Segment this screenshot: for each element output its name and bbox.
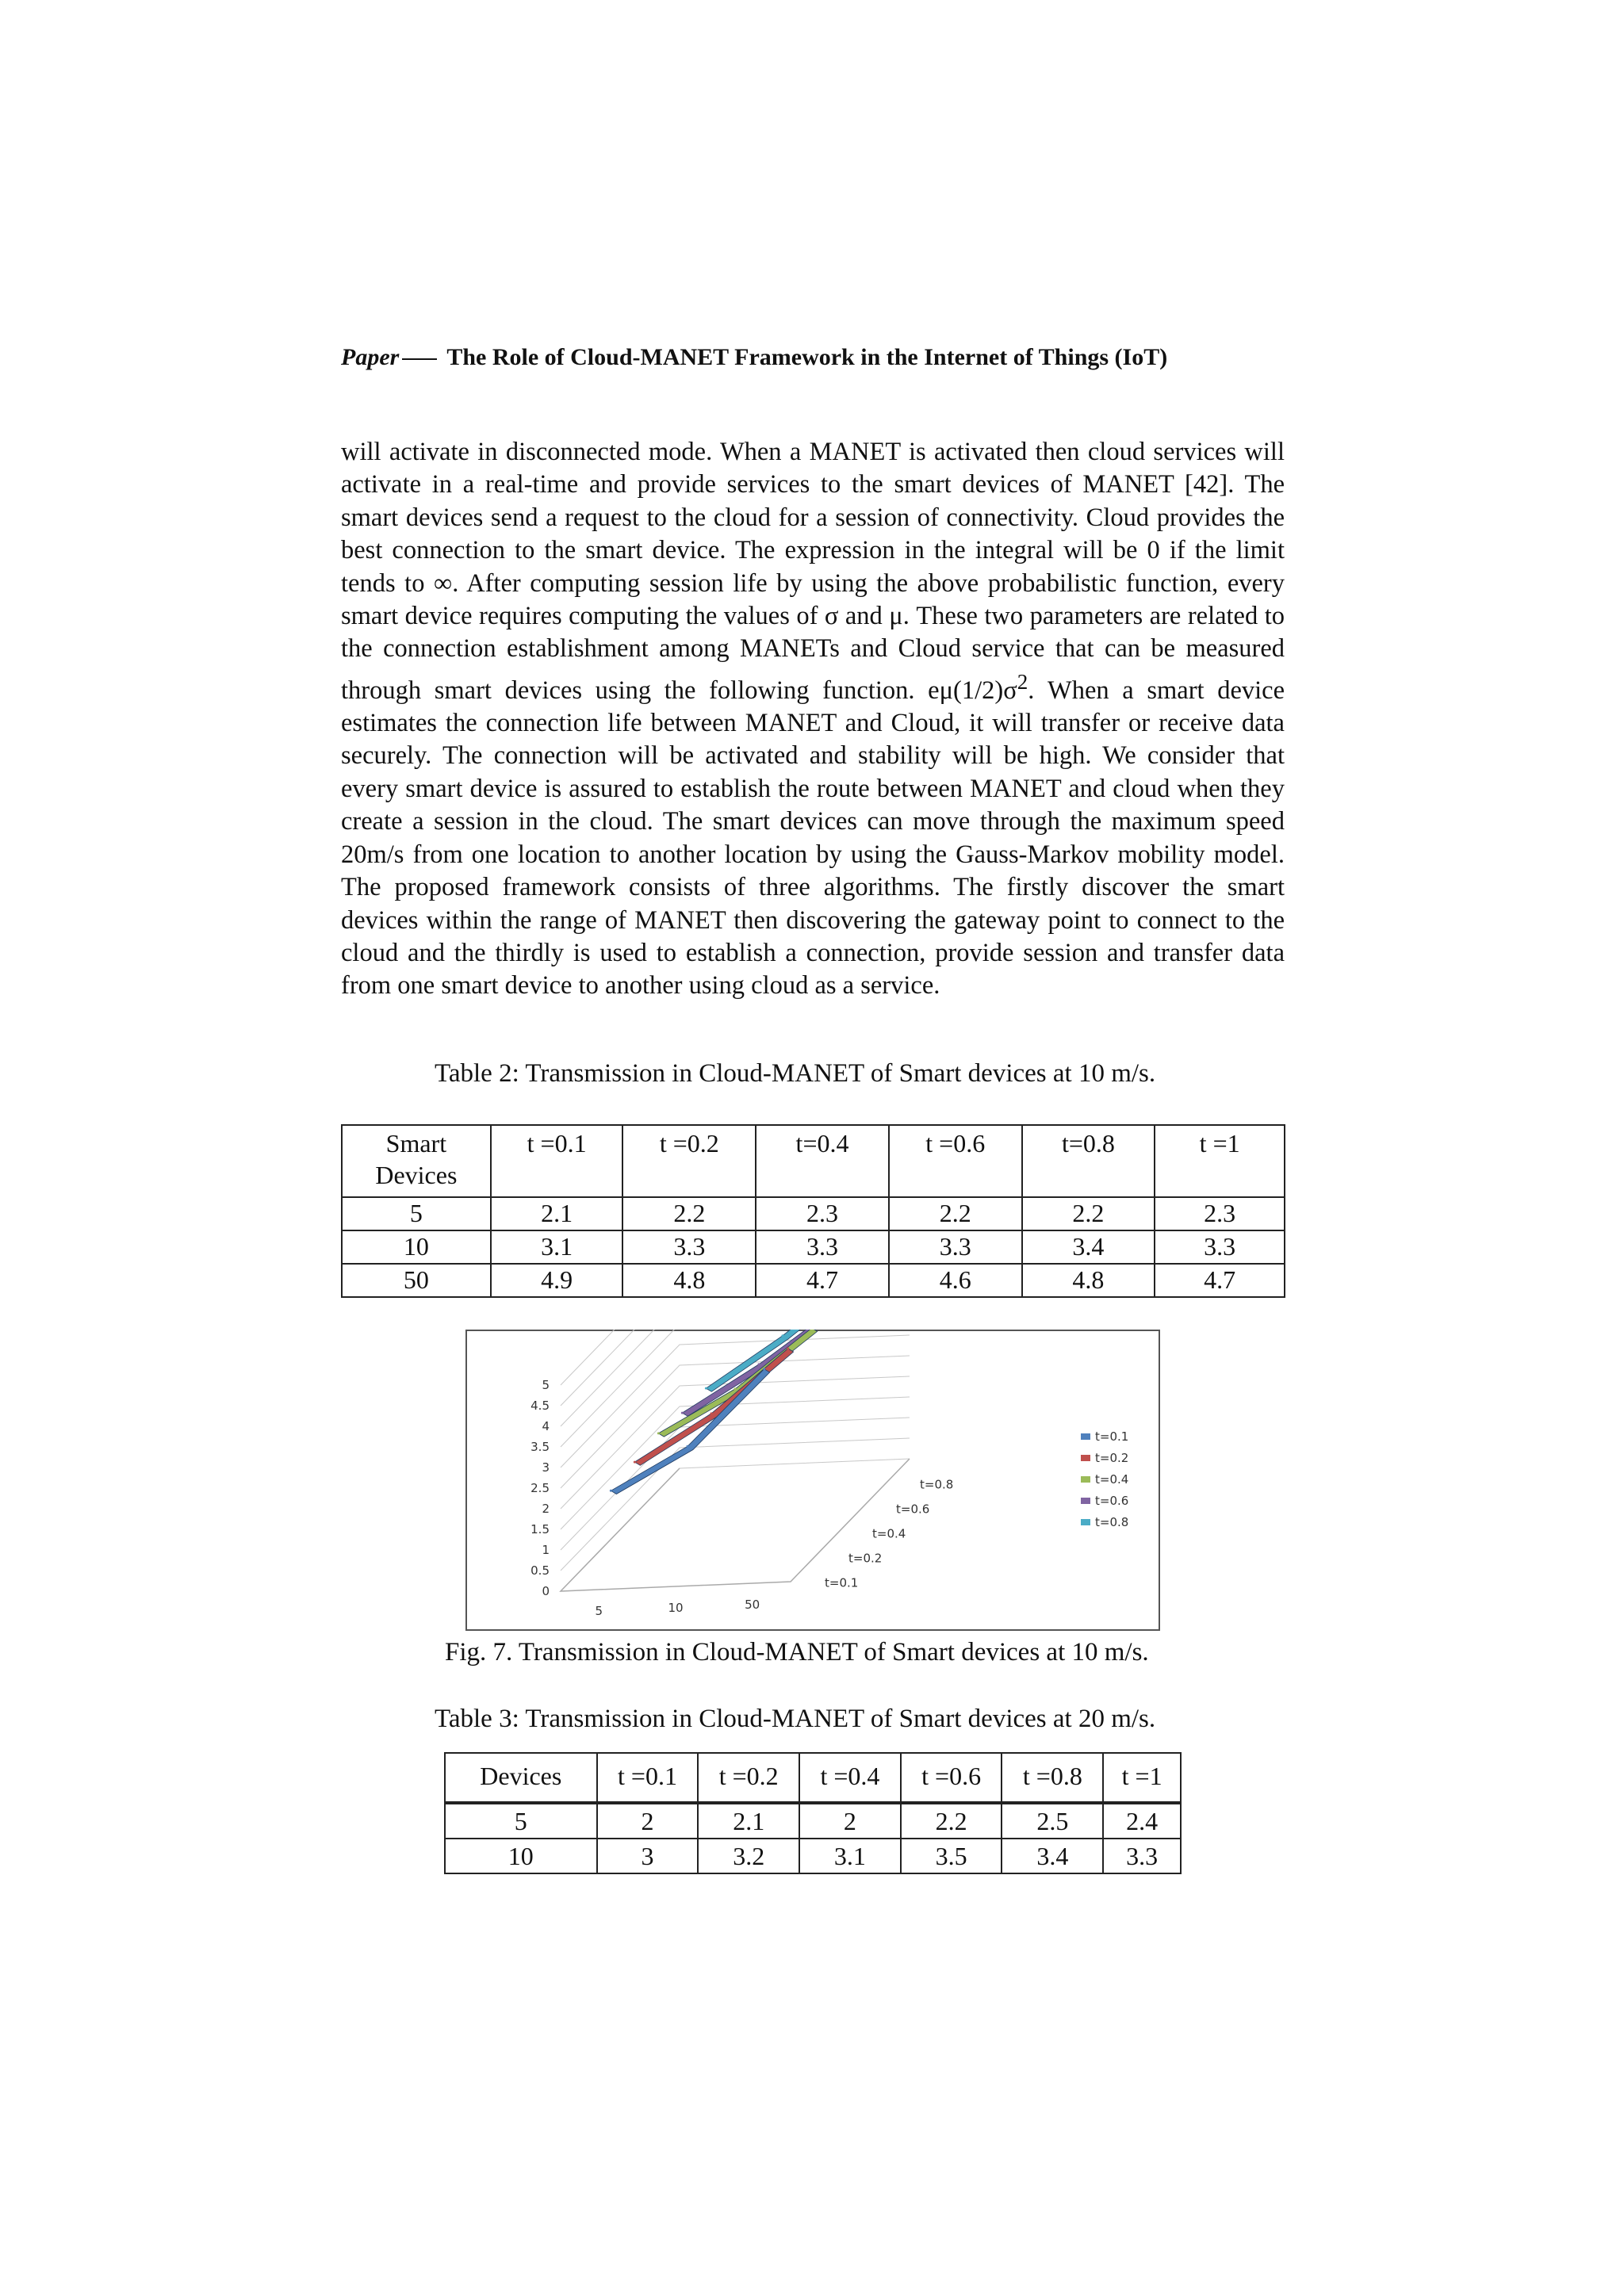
paper-label: Paper bbox=[341, 344, 400, 370]
table3 bbox=[444, 1752, 1182, 1874]
figure-7-caption: Fig. 7. Transmission in Cloud-MANET of Smart devices at 10 m/s. bbox=[445, 1638, 1149, 1667]
chart-svg bbox=[465, 1330, 1160, 1631]
table-cell: 4.8 bbox=[622, 1264, 756, 1297]
table-cell: 3 bbox=[597, 1839, 699, 1873]
figure-7-chart bbox=[465, 1330, 1160, 1631]
table-cell: 2.4 bbox=[1103, 1803, 1181, 1839]
table-cell: 2 bbox=[597, 1803, 699, 1839]
table3-caption: Table 3: Transmission in Cloud-MANET of Smart devices at 20 m/s. bbox=[435, 1705, 1156, 1733]
depth-tick-label: t=0.4 bbox=[872, 1526, 906, 1541]
superscript-2: 2 bbox=[1017, 669, 1028, 694]
y-tick-label: 2 bbox=[542, 1502, 550, 1516]
table3-header-cell: t =0.4 bbox=[799, 1753, 901, 1803]
legend-label: t=0.6 bbox=[1095, 1494, 1129, 1508]
table-cell: 2.1 bbox=[698, 1803, 799, 1839]
table2-caption: Table 2: Transmission in Cloud-MANET of Smart devices at 10 m/s. bbox=[435, 1059, 1156, 1088]
x-tick-label: 10 bbox=[668, 1601, 684, 1615]
data-point bbox=[763, 1368, 765, 1370]
table-cell: 3.5 bbox=[901, 1839, 1002, 1873]
table-cell: 50 bbox=[342, 1264, 491, 1297]
legend-label: t=0.1 bbox=[1095, 1429, 1129, 1444]
table3-header-cell: t =1 bbox=[1103, 1753, 1181, 1803]
table2 bbox=[341, 1124, 1285, 1298]
depth-tick-label: t=0.2 bbox=[848, 1551, 883, 1566]
x-tick-label: 50 bbox=[745, 1598, 760, 1612]
table-cell: 5 bbox=[445, 1803, 597, 1839]
table3-header-cell: t =0.8 bbox=[1002, 1753, 1103, 1803]
table-cell: 3.3 bbox=[1103, 1839, 1181, 1873]
table-row bbox=[342, 1197, 1285, 1230]
data-point bbox=[681, 1412, 684, 1414]
data-point bbox=[782, 1334, 784, 1337]
table-cell: 2.2 bbox=[622, 1197, 756, 1230]
table2-header-cell: t=0.4 bbox=[756, 1125, 889, 1197]
table-cell: 2.3 bbox=[756, 1197, 889, 1230]
data-point bbox=[634, 1461, 636, 1464]
table-cell: 4.6 bbox=[889, 1264, 1022, 1297]
table2-header-cell: t =1 bbox=[1155, 1125, 1285, 1197]
y-tick-label: 4 bbox=[542, 1419, 550, 1433]
running-header bbox=[341, 344, 1293, 384]
table-cell: 2.5 bbox=[1002, 1803, 1103, 1839]
table-cell: 4.9 bbox=[491, 1264, 623, 1297]
table-cell: 4.7 bbox=[1155, 1264, 1285, 1297]
table3-header-row bbox=[445, 1753, 1181, 1803]
table-cell: 3.4 bbox=[1022, 1230, 1155, 1264]
table3-header-cell: Devices bbox=[445, 1753, 597, 1803]
table-cell: 2.2 bbox=[889, 1197, 1022, 1230]
legend-label: t=0.2 bbox=[1095, 1451, 1129, 1465]
table-cell: 3.1 bbox=[491, 1230, 623, 1264]
table-cell: 3.2 bbox=[698, 1839, 799, 1873]
table2-header-cell: t =0.1 bbox=[491, 1125, 623, 1197]
data-point bbox=[734, 1387, 737, 1390]
legend-swatch bbox=[1081, 1519, 1090, 1525]
data-point bbox=[787, 1347, 789, 1349]
y-tick-label: 0.5 bbox=[530, 1563, 550, 1578]
table-cell: 2.1 bbox=[491, 1197, 623, 1230]
body-paragraph bbox=[341, 436, 1285, 1003]
table-cell: 3.1 bbox=[799, 1839, 901, 1873]
data-point bbox=[710, 1412, 713, 1414]
body-text-part-1: will activate in disconnected mode. When a MANET is activated then cloud services will activate in a real-time and provide services to the smart devices of MANET [42]. The smart devices send a request to the cloud for a session of connectivity. Cloud provides the best connection to the smart device. The expression in the integral will be 0 if the limit tends to ∞. After computing session life by using the above probabilistic function, every smart device requires computing the values of σ and μ. These two parameters are related to the connection establishment among MANETs and Cloud service that can be measured through smart devices using the following function. eμ(1/2)σ bbox=[341, 438, 1285, 705]
x-tick-label: 5 bbox=[595, 1604, 603, 1618]
y-tick-label: 5 bbox=[542, 1378, 550, 1392]
legend-swatch bbox=[1081, 1476, 1090, 1483]
table-cell: 10 bbox=[445, 1839, 597, 1873]
legend-swatch bbox=[1081, 1433, 1090, 1440]
table2-header-cell: t =0.2 bbox=[622, 1125, 756, 1197]
header-dash bbox=[402, 358, 437, 360]
table2-header-cell: t =0.6 bbox=[889, 1125, 1022, 1197]
legend-label: t=0.4 bbox=[1095, 1472, 1129, 1487]
y-tick-label: 1 bbox=[542, 1543, 550, 1557]
table-cell: 10 bbox=[342, 1230, 491, 1264]
data-point bbox=[610, 1490, 612, 1492]
table2-header-cell: t=0.8 bbox=[1022, 1125, 1155, 1197]
table-row bbox=[445, 1803, 1181, 1839]
y-tick-label: 3.5 bbox=[530, 1440, 550, 1454]
table-cell: 3.3 bbox=[889, 1230, 1022, 1264]
table-cell: 3.3 bbox=[622, 1230, 756, 1264]
y-tick-label: 1.5 bbox=[530, 1522, 550, 1536]
table-cell: 3.3 bbox=[756, 1230, 889, 1264]
table-row bbox=[445, 1839, 1181, 1873]
table-cell: 4.7 bbox=[756, 1264, 889, 1297]
table2-header-cell: Smart Devices bbox=[342, 1125, 491, 1197]
table3-header-cell: t =0.2 bbox=[698, 1753, 799, 1803]
depth-tick-label: t=0.8 bbox=[920, 1477, 954, 1492]
table-row bbox=[342, 1264, 1285, 1297]
table-row bbox=[342, 1230, 1285, 1264]
body-text-part-2: . When a smart device estimates the connection life between MANET and Cloud, it will transfer or receive data securely. The connection will be activated and stability will be high. We consider that every smart device is assured to establish the route between MANET and cloud when they create a session in the cloud. The smart devices can move through the maximum speed 20m/s from one location to another location by using the Gauss-Markov mobility model. The proposed framework consists of three algorithms. The firstly discover the smart devices within the range of MANET then discovering the gateway point to connect to the cloud and the thirdly is used to establish a connection, provide session and transfer data from one smart device to another using cloud as a service. bbox=[341, 675, 1285, 1001]
table2-header-row bbox=[342, 1125, 1285, 1197]
data-point bbox=[657, 1432, 660, 1434]
table-cell: 2.3 bbox=[1155, 1197, 1285, 1230]
legend-label: t=0.8 bbox=[1095, 1515, 1129, 1529]
table-cell: 4.8 bbox=[1022, 1264, 1155, 1297]
paper-title: The Role of Cloud-MANET Framework in the Internet of Things (IoT) bbox=[446, 344, 1168, 370]
table-cell: 2 bbox=[799, 1803, 901, 1839]
y-tick-label: 3 bbox=[542, 1460, 550, 1475]
table-cell: 3.4 bbox=[1002, 1839, 1103, 1873]
data-point bbox=[758, 1363, 760, 1365]
y-tick-label: 2.5 bbox=[530, 1481, 550, 1495]
depth-tick-label: t=0.1 bbox=[825, 1575, 859, 1590]
table-cell: 3.3 bbox=[1155, 1230, 1285, 1264]
legend-swatch bbox=[1081, 1455, 1090, 1461]
data-point bbox=[687, 1445, 689, 1448]
depth-tick-label: t=0.6 bbox=[896, 1502, 930, 1517]
table3-header-cell: t =0.6 bbox=[901, 1753, 1002, 1803]
table-cell: 2.2 bbox=[901, 1803, 1002, 1839]
table3-header-cell: t =0.1 bbox=[597, 1753, 699, 1803]
y-tick-label: 0 bbox=[542, 1584, 550, 1598]
legend-swatch bbox=[1081, 1498, 1090, 1504]
data-point bbox=[705, 1387, 707, 1390]
table-cell: 5 bbox=[342, 1197, 491, 1230]
y-tick-label: 4.5 bbox=[530, 1399, 550, 1413]
table-cell: 2.2 bbox=[1022, 1197, 1155, 1230]
